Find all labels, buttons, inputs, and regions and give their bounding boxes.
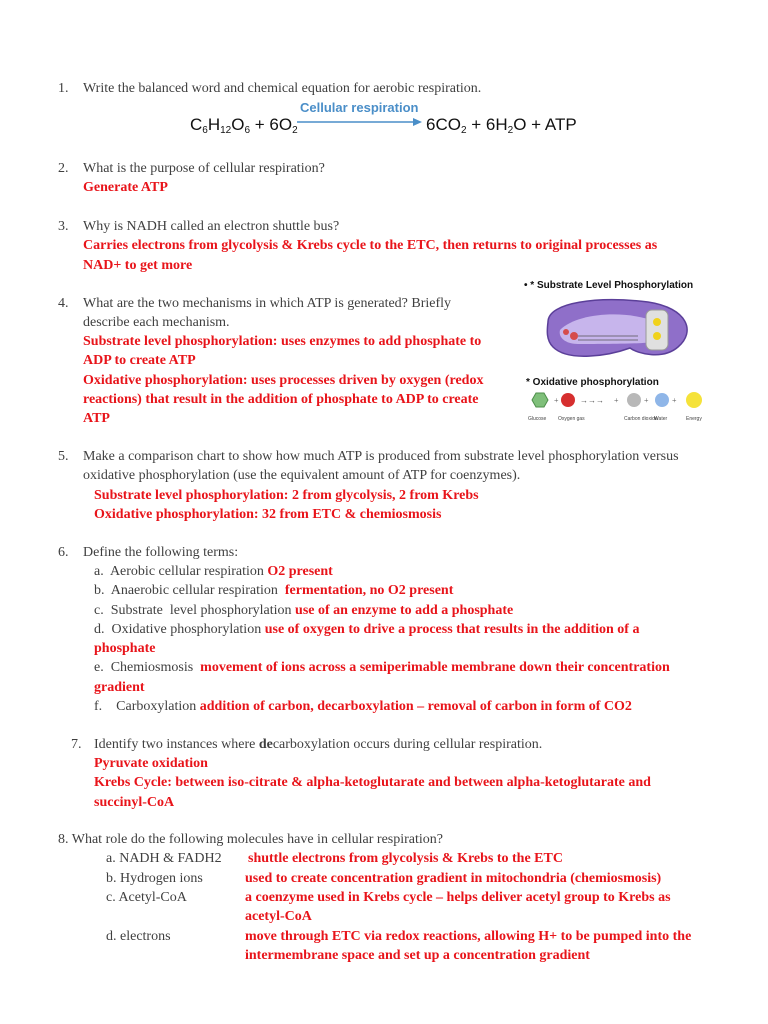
q8-item-c-answer-cont: acetyl-CoA	[245, 909, 312, 924]
q5-text-line2: oxidative phosphorylation (use the equivalent amount of ATP for coenzymes).	[83, 468, 521, 483]
q5-answer1: Substrate level phosphorylation: 2 from glycolysis, 2 from Krebs	[94, 488, 479, 503]
q6-item-c: c. Substrate level phosphorylation use of an enzyme to add a phosphate	[94, 603, 514, 618]
q6-item-b: b. Anaerobic cellular respiration fermentation, no O2 present	[94, 583, 454, 598]
figure-label-energy: Energy	[686, 416, 702, 422]
figure-title-substrate: • * Substrate Level Phosphorylation	[524, 280, 694, 291]
svg-text:+: +	[672, 396, 677, 405]
q8-item-b-label: b. Hydrogen ions	[106, 871, 203, 886]
q3-text: Why is NADH called an electron shuttle bus?	[83, 219, 340, 234]
q7-answer1: Pyruvate oxidation	[94, 756, 208, 771]
q6-item-e-cont: gradient	[94, 680, 145, 695]
figure-label-co2: Carbon dioxide	[624, 416, 658, 422]
q1-text: Write the balanced word and chemical equation for aerobic respiration.	[83, 81, 482, 96]
svg-text:+: +	[614, 396, 619, 405]
q4-answer-line3: Oxidative phosphorylation: uses processes driven by oxygen (redox	[83, 373, 484, 388]
equation-reactants: $C_6H_{12}O_6 + 6O_2$	[190, 115, 298, 136]
respiration-equation	[190, 96, 590, 142]
figure-label-oxygen: Oxygen gas	[558, 416, 585, 422]
oxidative-reaction-icons	[524, 388, 720, 412]
svg-text:→→→: →→→	[580, 396, 604, 405]
q8-item-d-answer-cont: intermembrane space and set up a concentration gradient	[245, 948, 590, 963]
q6-item-f: f. Carboxylation addition of carbon, decarboxylation – removal of carbon in form of CO2	[94, 699, 632, 714]
q8-item-c-answer: a coenzyme used in Krebs cycle – helps deliver acetyl group to Krebs as	[245, 890, 671, 905]
q5-text-line1: Make a comparison chart to show how much ATP is produced from substrate level phosphorylation versus	[83, 449, 679, 464]
q4-text-line1: What are the two mechanisms in which ATP is generated? Briefly	[83, 296, 452, 311]
q7-number: 7.	[71, 737, 82, 752]
q2-answer: Generate ATP	[83, 180, 168, 195]
q4-answer-line1: Substrate level phosphorylation: uses enzymes to add phosphate to	[83, 334, 482, 349]
q7-answer2: Krebs Cycle: between iso-citrate & alpha-ketoglutarate and between alpha-ketoglutarate and	[94, 775, 651, 790]
q6-item-d: d. Oxidative phosphorylation use of oxygen to drive a process that results in the addition of a	[94, 622, 640, 637]
q6-number: 6.	[58, 545, 69, 560]
svg-text:+: +	[644, 396, 649, 405]
q4-answer-line2: ADP to create ATP	[83, 353, 196, 368]
q4-number: 4.	[58, 296, 69, 311]
q8-item-d-answer: move through ETC via redox reactions, allowing H+ to be pumped into the	[245, 929, 692, 944]
figure-label-glucose: Glucose	[528, 416, 547, 422]
q3-answer-line2: NAD+ to get more	[83, 258, 193, 273]
q8-item-a-answer: shuttle electrons from glycolysis & Krebs to the ETC	[248, 851, 563, 866]
q7-text: Identify two instances where decarboxylation occurs during cellular respiration.	[94, 737, 543, 752]
q2-text: What is the purpose of cellular respiration?	[83, 161, 325, 176]
q2-number: 2.	[58, 161, 69, 176]
equation-arrow	[297, 116, 423, 128]
q3-number: 3.	[58, 219, 69, 234]
q6-item-a: a. Aerobic cellular respiration O2 present	[94, 564, 333, 579]
svg-text:+: +	[554, 396, 559, 405]
q4-answer-line4: reactions) that result in the addition of phosphate to ADP to create	[83, 392, 479, 407]
q8-item-b-answer: used to create concentration gradient in mitochondria (chemiosmosis)	[245, 871, 662, 886]
q8-text: 8. What role do the following molecules have in cellular respiration?	[58, 832, 444, 847]
equation-products: $6CO_2 + 6H_2O$ + ATP	[426, 115, 577, 136]
figure-label-water: Water	[654, 416, 668, 422]
q4-text-line2: describe each mechanism.	[83, 315, 230, 330]
q6-item-e: e. Chemiosmosis movement of ions across a semiperimable membrane down their concentration	[94, 660, 670, 675]
phosphorylation-figure	[520, 272, 720, 424]
q3-answer-line1: Carries electrons from glycolysis & Krebs cycle to the ETC, then returns to original processes as	[83, 238, 658, 253]
q8-item-c-label: c. Acetyl-CoA	[106, 890, 187, 905]
figure-title-oxidative: * Oxidative phosphorylation	[526, 377, 659, 388]
q7-answer3: succinyl-CoA	[94, 795, 175, 810]
q5-answer2: Oxidative phosphorylation: 32 from ETC & chemiosmosis	[94, 507, 442, 522]
q6-item-d-cont: phosphate	[94, 641, 156, 656]
q6-text: Define the following terms:	[83, 545, 239, 560]
q4-answer-line5: ATP	[83, 411, 110, 426]
q8-item-a-label: a. NADH & FADH2	[106, 851, 222, 866]
q1-number: 1.	[58, 81, 69, 96]
mitochondrion-illustration	[538, 292, 698, 372]
q5-number: 5.	[58, 449, 69, 464]
q8-item-d-label: d. electrons	[106, 929, 171, 944]
equation-arrow-label: Cellular respiration	[300, 100, 419, 115]
